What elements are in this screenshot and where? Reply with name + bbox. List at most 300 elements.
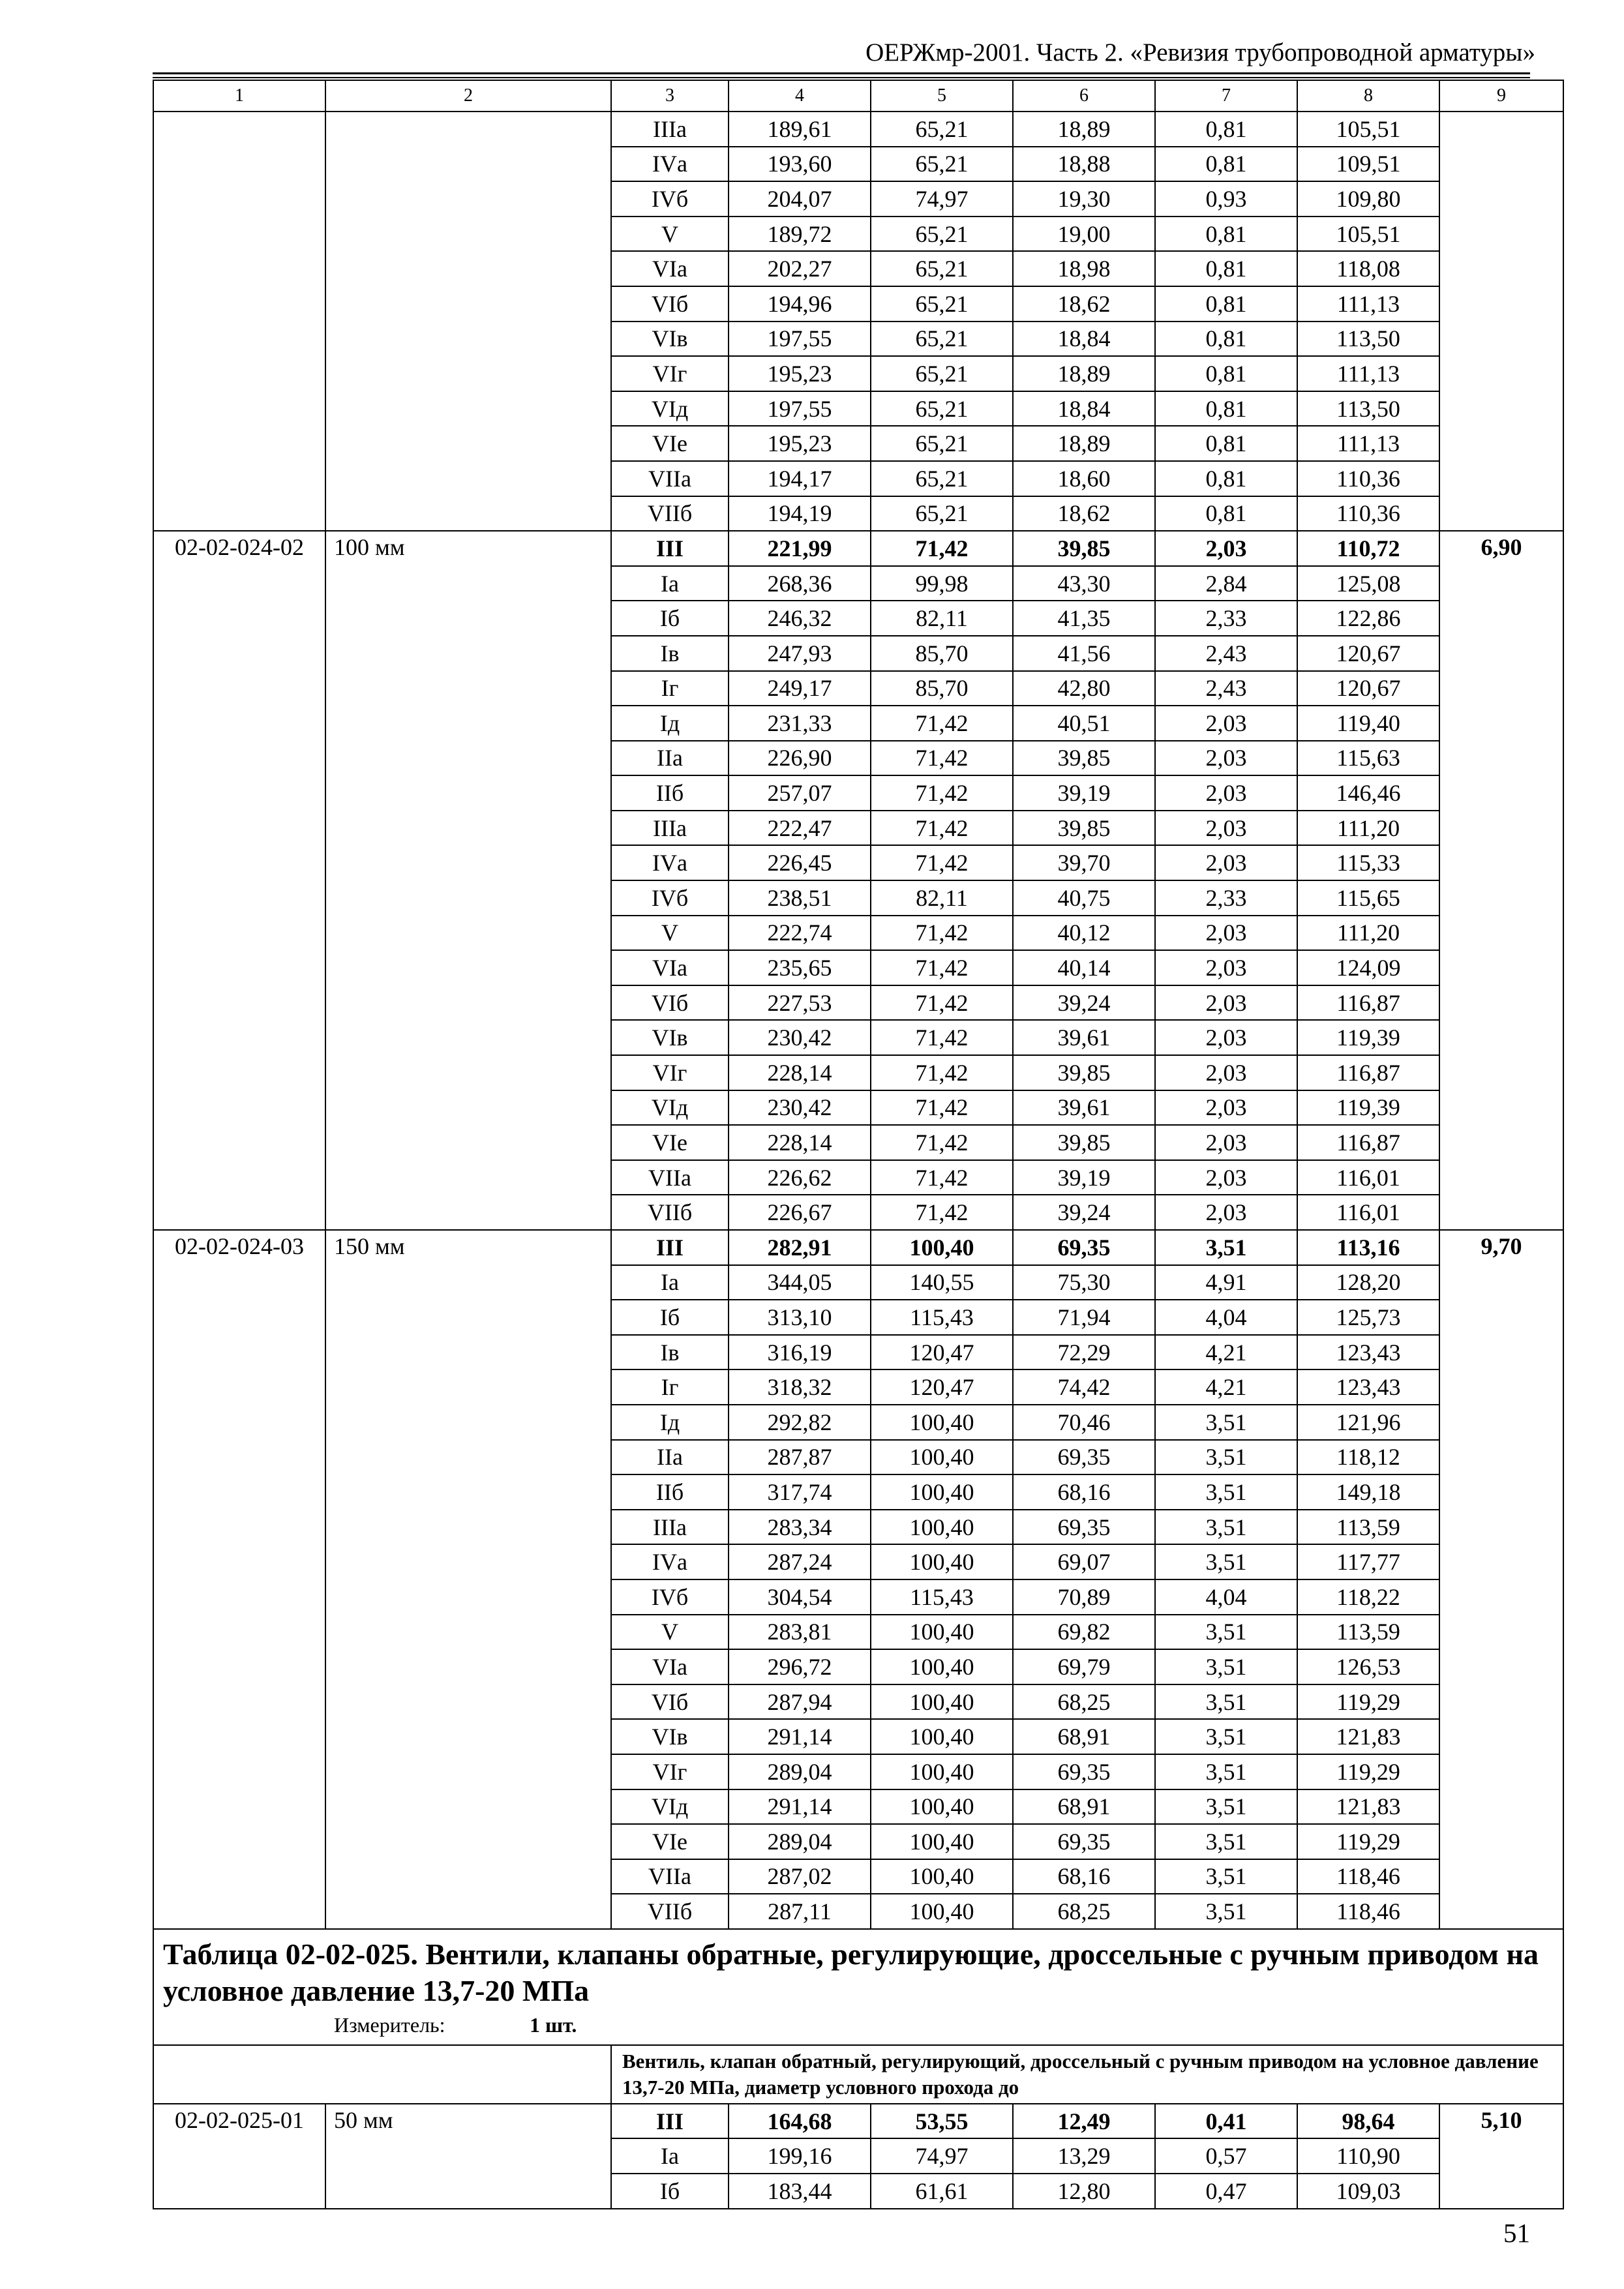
- value-cell: 3,51: [1155, 1440, 1297, 1475]
- column-number: 1: [153, 80, 325, 112]
- value-cell: 115,33: [1297, 845, 1439, 880]
- value-cell: 111,20: [1297, 811, 1439, 846]
- value-cell: 287,02: [729, 1859, 871, 1894]
- value-cell: 316,19: [729, 1335, 871, 1370]
- zone-code: VIг: [611, 1754, 729, 1789]
- value-cell: 226,90: [729, 741, 871, 776]
- value-cell: 39,85: [1013, 1125, 1155, 1160]
- value-cell: 110,36: [1297, 461, 1439, 496]
- zone-code: IIа: [611, 741, 729, 776]
- value-cell: 2,03: [1155, 1160, 1297, 1195]
- value-cell: 109,80: [1297, 181, 1439, 217]
- value-cell: 189,72: [729, 217, 871, 252]
- value-cell: 3,51: [1155, 1544, 1297, 1579]
- zone-code: III: [611, 1230, 729, 1265]
- value-cell: 226,67: [729, 1195, 871, 1230]
- value-cell: 39,24: [1013, 985, 1155, 1021]
- labor-cost: [1439, 112, 1563, 531]
- value-cell: 222,47: [729, 811, 871, 846]
- value-cell: 70,46: [1013, 1405, 1155, 1440]
- value-cell: 195,23: [729, 426, 871, 461]
- value-cell: 197,55: [729, 391, 871, 426]
- value-cell: 12,80: [1013, 2174, 1155, 2209]
- value-cell: 296,72: [729, 1649, 871, 1684]
- value-cell: 118,46: [1297, 1894, 1439, 1929]
- value-cell: 122,86: [1297, 601, 1439, 636]
- labor-cost: 5,10: [1439, 2104, 1563, 2209]
- zone-code: V: [611, 217, 729, 252]
- value-cell: 65,21: [871, 112, 1013, 147]
- value-cell: 111,13: [1297, 286, 1439, 322]
- value-cell: 71,42: [871, 1055, 1013, 1090]
- value-cell: 39,85: [1013, 811, 1155, 846]
- value-cell: 115,43: [871, 1579, 1013, 1615]
- value-cell: 100,40: [871, 1544, 1013, 1579]
- value-cell: 75,30: [1013, 1265, 1155, 1300]
- value-cell: 289,04: [729, 1824, 871, 1859]
- value-cell: 110,90: [1297, 2138, 1439, 2174]
- value-cell: 69,35: [1013, 1754, 1155, 1789]
- zone-code: VIIа: [611, 1160, 729, 1195]
- labor-cost: 6,90: [1439, 531, 1563, 1230]
- value-cell: 227,53: [729, 985, 871, 1021]
- value-cell: 120,47: [871, 1335, 1013, 1370]
- value-cell: 71,42: [871, 741, 1013, 776]
- value-cell: 68,91: [1013, 1789, 1155, 1825]
- value-cell: 41,56: [1013, 636, 1155, 671]
- value-cell: 65,21: [871, 391, 1013, 426]
- value-cell: 12,49: [1013, 2104, 1155, 2139]
- value-cell: 111,13: [1297, 426, 1439, 461]
- value-cell: 3,51: [1155, 1894, 1297, 1929]
- value-cell: 116,01: [1297, 1195, 1439, 1230]
- value-cell: 40,51: [1013, 706, 1155, 741]
- value-cell: 230,42: [729, 1090, 871, 1126]
- value-cell: 113,59: [1297, 1615, 1439, 1650]
- value-cell: 100,40: [871, 1684, 1013, 1720]
- value-cell: 71,42: [871, 775, 1013, 811]
- value-cell: 228,14: [729, 1125, 871, 1160]
- value-cell: 116,87: [1297, 1125, 1439, 1160]
- zone-code: IVб: [611, 880, 729, 916]
- zone-code: Iб: [611, 601, 729, 636]
- value-cell: 99,98: [871, 566, 1013, 601]
- value-cell: 194,17: [729, 461, 871, 496]
- value-cell: 120,47: [871, 1369, 1013, 1405]
- value-cell: 18,62: [1013, 286, 1155, 322]
- value-cell: 18,60: [1013, 461, 1155, 496]
- page-number: 51: [1503, 2218, 1530, 2248]
- value-cell: 0,81: [1155, 112, 1297, 147]
- value-cell: 3,51: [1155, 1474, 1297, 1510]
- value-cell: 119,39: [1297, 1090, 1439, 1126]
- value-cell: 124,09: [1297, 950, 1439, 985]
- value-cell: 71,42: [871, 531, 1013, 566]
- value-cell: 71,42: [871, 1020, 1013, 1055]
- zone-code: Iв: [611, 636, 729, 671]
- zone-code: IIIа: [611, 811, 729, 846]
- value-cell: 65,21: [871, 322, 1013, 357]
- value-cell: 2,03: [1155, 1195, 1297, 1230]
- value-cell: 105,51: [1297, 112, 1439, 147]
- value-cell: 2,03: [1155, 531, 1297, 566]
- value-cell: 65,21: [871, 147, 1013, 182]
- zone-code: IVб: [611, 1579, 729, 1615]
- value-cell: 61,61: [871, 2174, 1013, 2209]
- zone-code: Iв: [611, 1335, 729, 1370]
- value-cell: 228,14: [729, 1055, 871, 1090]
- section-description: Вентиль, клапан обратный, регулирующий, дроссельный с ручным приводом на условное давление 13,7-20 МПа, диаметр условного прохода до: [611, 2045, 1563, 2104]
- zone-code: IVб: [611, 181, 729, 217]
- value-cell: 246,32: [729, 601, 871, 636]
- value-cell: 257,07: [729, 775, 871, 811]
- value-cell: 193,60: [729, 147, 871, 182]
- value-cell: 230,42: [729, 1020, 871, 1055]
- labor-cost: 9,70: [1439, 1230, 1563, 1929]
- value-cell: 69,07: [1013, 1544, 1155, 1579]
- value-cell: 65,21: [871, 286, 1013, 322]
- value-cell: 100,40: [871, 1405, 1013, 1440]
- value-cell: 69,35: [1013, 1440, 1155, 1475]
- value-cell: 65,21: [871, 426, 1013, 461]
- value-cell: 283,34: [729, 1510, 871, 1545]
- value-cell: 121,83: [1297, 1719, 1439, 1754]
- value-cell: 3,51: [1155, 1649, 1297, 1684]
- value-cell: 3,51: [1155, 1510, 1297, 1545]
- value-cell: 100,40: [871, 1859, 1013, 1894]
- table-title-cell: [153, 1929, 1563, 2045]
- zone-code: VIе: [611, 1824, 729, 1859]
- value-cell: 226,45: [729, 845, 871, 880]
- value-cell: 39,85: [1013, 741, 1155, 776]
- value-cell: 100,40: [871, 1754, 1013, 1789]
- rate-code: [153, 112, 325, 531]
- value-cell: 119,29: [1297, 1824, 1439, 1859]
- value-cell: 226,62: [729, 1160, 871, 1195]
- value-cell: 85,70: [871, 671, 1013, 706]
- value-cell: 113,50: [1297, 391, 1439, 426]
- zone-code: VIд: [611, 1789, 729, 1825]
- value-cell: 40,14: [1013, 950, 1155, 985]
- value-cell: 65,21: [871, 461, 1013, 496]
- value-cell: 39,19: [1013, 775, 1155, 811]
- value-cell: 313,10: [729, 1300, 871, 1335]
- value-cell: 123,43: [1297, 1369, 1439, 1405]
- value-cell: 13,29: [1013, 2138, 1155, 2174]
- value-cell: 2,43: [1155, 671, 1297, 706]
- zone-code: VIб: [611, 985, 729, 1021]
- nominal-diameter: 150 мм: [325, 1230, 611, 1929]
- value-cell: 287,94: [729, 1684, 871, 1720]
- value-cell: 3,51: [1155, 1615, 1297, 1650]
- value-cell: 82,11: [871, 880, 1013, 916]
- value-cell: 113,59: [1297, 1510, 1439, 1545]
- value-cell: 121,96: [1297, 1405, 1439, 1440]
- zone-code: VIIа: [611, 1859, 729, 1894]
- zone-code: IIIа: [611, 112, 729, 147]
- zone-code: VIв: [611, 1719, 729, 1754]
- value-cell: 0,81: [1155, 461, 1297, 496]
- column-number: 8: [1297, 80, 1439, 112]
- value-cell: 282,91: [729, 1230, 871, 1265]
- value-cell: 116,87: [1297, 1055, 1439, 1090]
- value-cell: 69,79: [1013, 1649, 1155, 1684]
- value-cell: 3,51: [1155, 1859, 1297, 1894]
- column-number: 9: [1439, 80, 1563, 112]
- value-cell: 39,61: [1013, 1020, 1155, 1055]
- value-cell: 65,21: [871, 356, 1013, 391]
- zone-code: VIIб: [611, 1195, 729, 1230]
- zone-code: III: [611, 531, 729, 566]
- value-cell: 113,50: [1297, 322, 1439, 357]
- value-cell: 98,64: [1297, 2104, 1439, 2139]
- zone-code: Iа: [611, 2138, 729, 2174]
- value-cell: 2,03: [1155, 741, 1297, 776]
- value-cell: 119,39: [1297, 1020, 1439, 1055]
- zone-code: VIб: [611, 286, 729, 322]
- value-cell: 204,07: [729, 181, 871, 217]
- value-cell: 3,51: [1155, 1754, 1297, 1789]
- value-cell: 3,51: [1155, 1230, 1297, 1265]
- value-cell: 69,35: [1013, 1824, 1155, 1859]
- zone-code: VIа: [611, 251, 729, 286]
- value-cell: 72,29: [1013, 1335, 1155, 1370]
- value-cell: 0,81: [1155, 356, 1297, 391]
- value-cell: 18,84: [1013, 322, 1155, 357]
- column-number: 6: [1013, 80, 1155, 112]
- value-cell: 247,93: [729, 636, 871, 671]
- value-cell: 292,82: [729, 1405, 871, 1440]
- value-cell: 100,40: [871, 1719, 1013, 1754]
- value-cell: 2,03: [1155, 1090, 1297, 1126]
- value-cell: 115,65: [1297, 880, 1439, 916]
- value-cell: 118,46: [1297, 1859, 1439, 1894]
- value-cell: 238,51: [729, 880, 871, 916]
- column-number: 4: [729, 80, 871, 112]
- value-cell: 287,24: [729, 1544, 871, 1579]
- zone-code: Iб: [611, 1300, 729, 1335]
- value-cell: 100,40: [871, 1789, 1013, 1825]
- zone-code: Iг: [611, 1369, 729, 1405]
- zone-code: VIе: [611, 1125, 729, 1160]
- value-cell: 39,61: [1013, 1090, 1155, 1126]
- value-cell: 100,40: [871, 1440, 1013, 1475]
- value-cell: 85,70: [871, 636, 1013, 671]
- value-cell: 82,11: [871, 601, 1013, 636]
- value-cell: 2,84: [1155, 566, 1297, 601]
- value-cell: 344,05: [729, 1265, 871, 1300]
- value-cell: 126,53: [1297, 1649, 1439, 1684]
- value-cell: 68,16: [1013, 1474, 1155, 1510]
- value-cell: 68,25: [1013, 1684, 1155, 1720]
- value-cell: 125,08: [1297, 566, 1439, 601]
- column-number: 5: [871, 80, 1013, 112]
- value-cell: 183,44: [729, 2174, 871, 2209]
- unit-label: Измеритель:: [334, 2012, 445, 2037]
- column-number: 3: [611, 80, 729, 112]
- value-cell: 100,40: [871, 1615, 1013, 1650]
- value-cell: 18,62: [1013, 496, 1155, 531]
- page-header-title: ОЕРЖмр-2001. Часть 2. «Ревизия трубопроводной арматуры»: [865, 38, 1535, 67]
- value-cell: 39,85: [1013, 1055, 1155, 1090]
- value-cell: 109,03: [1297, 2174, 1439, 2209]
- value-cell: 100,40: [871, 1474, 1013, 1510]
- value-cell: 202,27: [729, 251, 871, 286]
- value-cell: 74,97: [871, 181, 1013, 217]
- column-number: 7: [1155, 80, 1297, 112]
- value-cell: 40,12: [1013, 916, 1155, 951]
- value-cell: 120,67: [1297, 671, 1439, 706]
- table-row: [153, 1230, 1563, 1265]
- value-cell: 113,16: [1297, 1230, 1439, 1265]
- value-cell: 146,46: [1297, 775, 1439, 811]
- nominal-diameter: [325, 112, 611, 531]
- zone-code: Iг: [611, 671, 729, 706]
- value-cell: 317,74: [729, 1474, 871, 1510]
- zone-code: Iд: [611, 706, 729, 741]
- value-cell: 121,83: [1297, 1789, 1439, 1825]
- value-cell: 3,51: [1155, 1719, 1297, 1754]
- value-cell: 0,57: [1155, 2138, 1297, 2174]
- rate-code: 02-02-025-01: [153, 2104, 325, 2209]
- zone-code: Iа: [611, 1265, 729, 1300]
- value-cell: 2,03: [1155, 706, 1297, 741]
- value-cell: 100,40: [871, 1649, 1013, 1684]
- zone-code: IVа: [611, 845, 729, 880]
- zone-code: V: [611, 916, 729, 951]
- value-cell: 118,12: [1297, 1440, 1439, 1475]
- value-cell: 100,40: [871, 1824, 1013, 1859]
- value-cell: 39,24: [1013, 1195, 1155, 1230]
- value-cell: 71,42: [871, 1195, 1013, 1230]
- table-row: [153, 2104, 1563, 2139]
- value-cell: 71,42: [871, 916, 1013, 951]
- zone-code: VIIа: [611, 461, 729, 496]
- value-cell: 40,75: [1013, 880, 1155, 916]
- value-cell: 18,84: [1013, 391, 1155, 426]
- zone-code: Iа: [611, 566, 729, 601]
- value-cell: 71,42: [871, 1125, 1013, 1160]
- value-cell: 111,20: [1297, 916, 1439, 951]
- value-cell: 43,30: [1013, 566, 1155, 601]
- value-cell: 110,72: [1297, 531, 1439, 566]
- value-cell: 199,16: [729, 2138, 871, 2174]
- value-cell: 70,89: [1013, 1579, 1155, 1615]
- value-cell: 71,42: [871, 811, 1013, 846]
- zone-code: VIг: [611, 1055, 729, 1090]
- value-cell: 71,42: [871, 845, 1013, 880]
- value-cell: 69,82: [1013, 1615, 1155, 1650]
- value-cell: 2,33: [1155, 880, 1297, 916]
- zone-code: VIIб: [611, 1894, 729, 1929]
- value-cell: 2,43: [1155, 636, 1297, 671]
- value-cell: 2,03: [1155, 985, 1297, 1021]
- value-cell: 111,13: [1297, 356, 1439, 391]
- value-cell: 18,89: [1013, 426, 1155, 461]
- value-cell: 116,87: [1297, 985, 1439, 1021]
- zone-code: VIг: [611, 356, 729, 391]
- zone-code: IIIа: [611, 1510, 729, 1545]
- zone-code: VIа: [611, 1649, 729, 1684]
- value-cell: 71,42: [871, 1090, 1013, 1126]
- value-cell: 0,93: [1155, 181, 1297, 217]
- value-cell: 235,65: [729, 950, 871, 985]
- value-cell: 68,91: [1013, 1719, 1155, 1754]
- value-cell: 68,25: [1013, 1894, 1155, 1929]
- value-cell: 105,51: [1297, 217, 1439, 252]
- value-cell: 0,81: [1155, 147, 1297, 182]
- zone-code: VIд: [611, 391, 729, 426]
- value-cell: 117,77: [1297, 1544, 1439, 1579]
- value-cell: 18,89: [1013, 112, 1155, 147]
- value-cell: 69,35: [1013, 1230, 1155, 1265]
- value-cell: 116,01: [1297, 1160, 1439, 1195]
- value-cell: 3,51: [1155, 1684, 1297, 1720]
- value-cell: 119,29: [1297, 1754, 1439, 1789]
- value-cell: 0,41: [1155, 2104, 1297, 2139]
- zone-code: Iб: [611, 2174, 729, 2209]
- value-cell: 287,87: [729, 1440, 871, 1475]
- rates-table: [153, 80, 1564, 2209]
- value-cell: 0,81: [1155, 496, 1297, 531]
- blank-cell: [153, 2045, 611, 2104]
- value-cell: 4,04: [1155, 1579, 1297, 1615]
- value-cell: 318,32: [729, 1369, 871, 1405]
- value-cell: 194,96: [729, 286, 871, 322]
- value-cell: 249,17: [729, 671, 871, 706]
- value-cell: 53,55: [871, 2104, 1013, 2139]
- value-cell: 39,70: [1013, 845, 1155, 880]
- zone-code: VIа: [611, 950, 729, 985]
- value-cell: 0,81: [1155, 426, 1297, 461]
- nominal-diameter: 50 мм: [325, 2104, 611, 2209]
- value-cell: 149,18: [1297, 1474, 1439, 1510]
- zone-code: VIв: [611, 322, 729, 357]
- zone-code: VIIб: [611, 496, 729, 531]
- value-cell: 195,23: [729, 356, 871, 391]
- table-title-row: [153, 1929, 1563, 2045]
- value-cell: 125,73: [1297, 1300, 1439, 1335]
- value-cell: 304,54: [729, 1579, 871, 1615]
- zone-code: VIб: [611, 1684, 729, 1720]
- value-cell: 71,42: [871, 950, 1013, 985]
- zone-code: IVа: [611, 1544, 729, 1579]
- value-cell: 0,81: [1155, 217, 1297, 252]
- value-cell: 65,21: [871, 251, 1013, 286]
- value-cell: 0,81: [1155, 286, 1297, 322]
- value-cell: 71,94: [1013, 1300, 1155, 1335]
- value-cell: 189,61: [729, 112, 871, 147]
- zone-code: VIв: [611, 1020, 729, 1055]
- value-cell: 283,81: [729, 1615, 871, 1650]
- value-cell: 118,22: [1297, 1579, 1439, 1615]
- value-cell: 4,21: [1155, 1335, 1297, 1370]
- value-cell: 2,03: [1155, 1125, 1297, 1160]
- value-cell: 231,33: [729, 706, 871, 741]
- value-cell: 4,04: [1155, 1300, 1297, 1335]
- value-cell: 100,40: [871, 1894, 1013, 1929]
- value-cell: 2,03: [1155, 811, 1297, 846]
- value-cell: 291,14: [729, 1719, 871, 1754]
- value-cell: 222,74: [729, 916, 871, 951]
- value-cell: 140,55: [871, 1265, 1013, 1300]
- table-row: [153, 112, 1563, 147]
- value-cell: 119,29: [1297, 1684, 1439, 1720]
- value-cell: 68,16: [1013, 1859, 1155, 1894]
- value-cell: 2,33: [1155, 601, 1297, 636]
- value-cell: 194,19: [729, 496, 871, 531]
- zone-code: VIд: [611, 1090, 729, 1126]
